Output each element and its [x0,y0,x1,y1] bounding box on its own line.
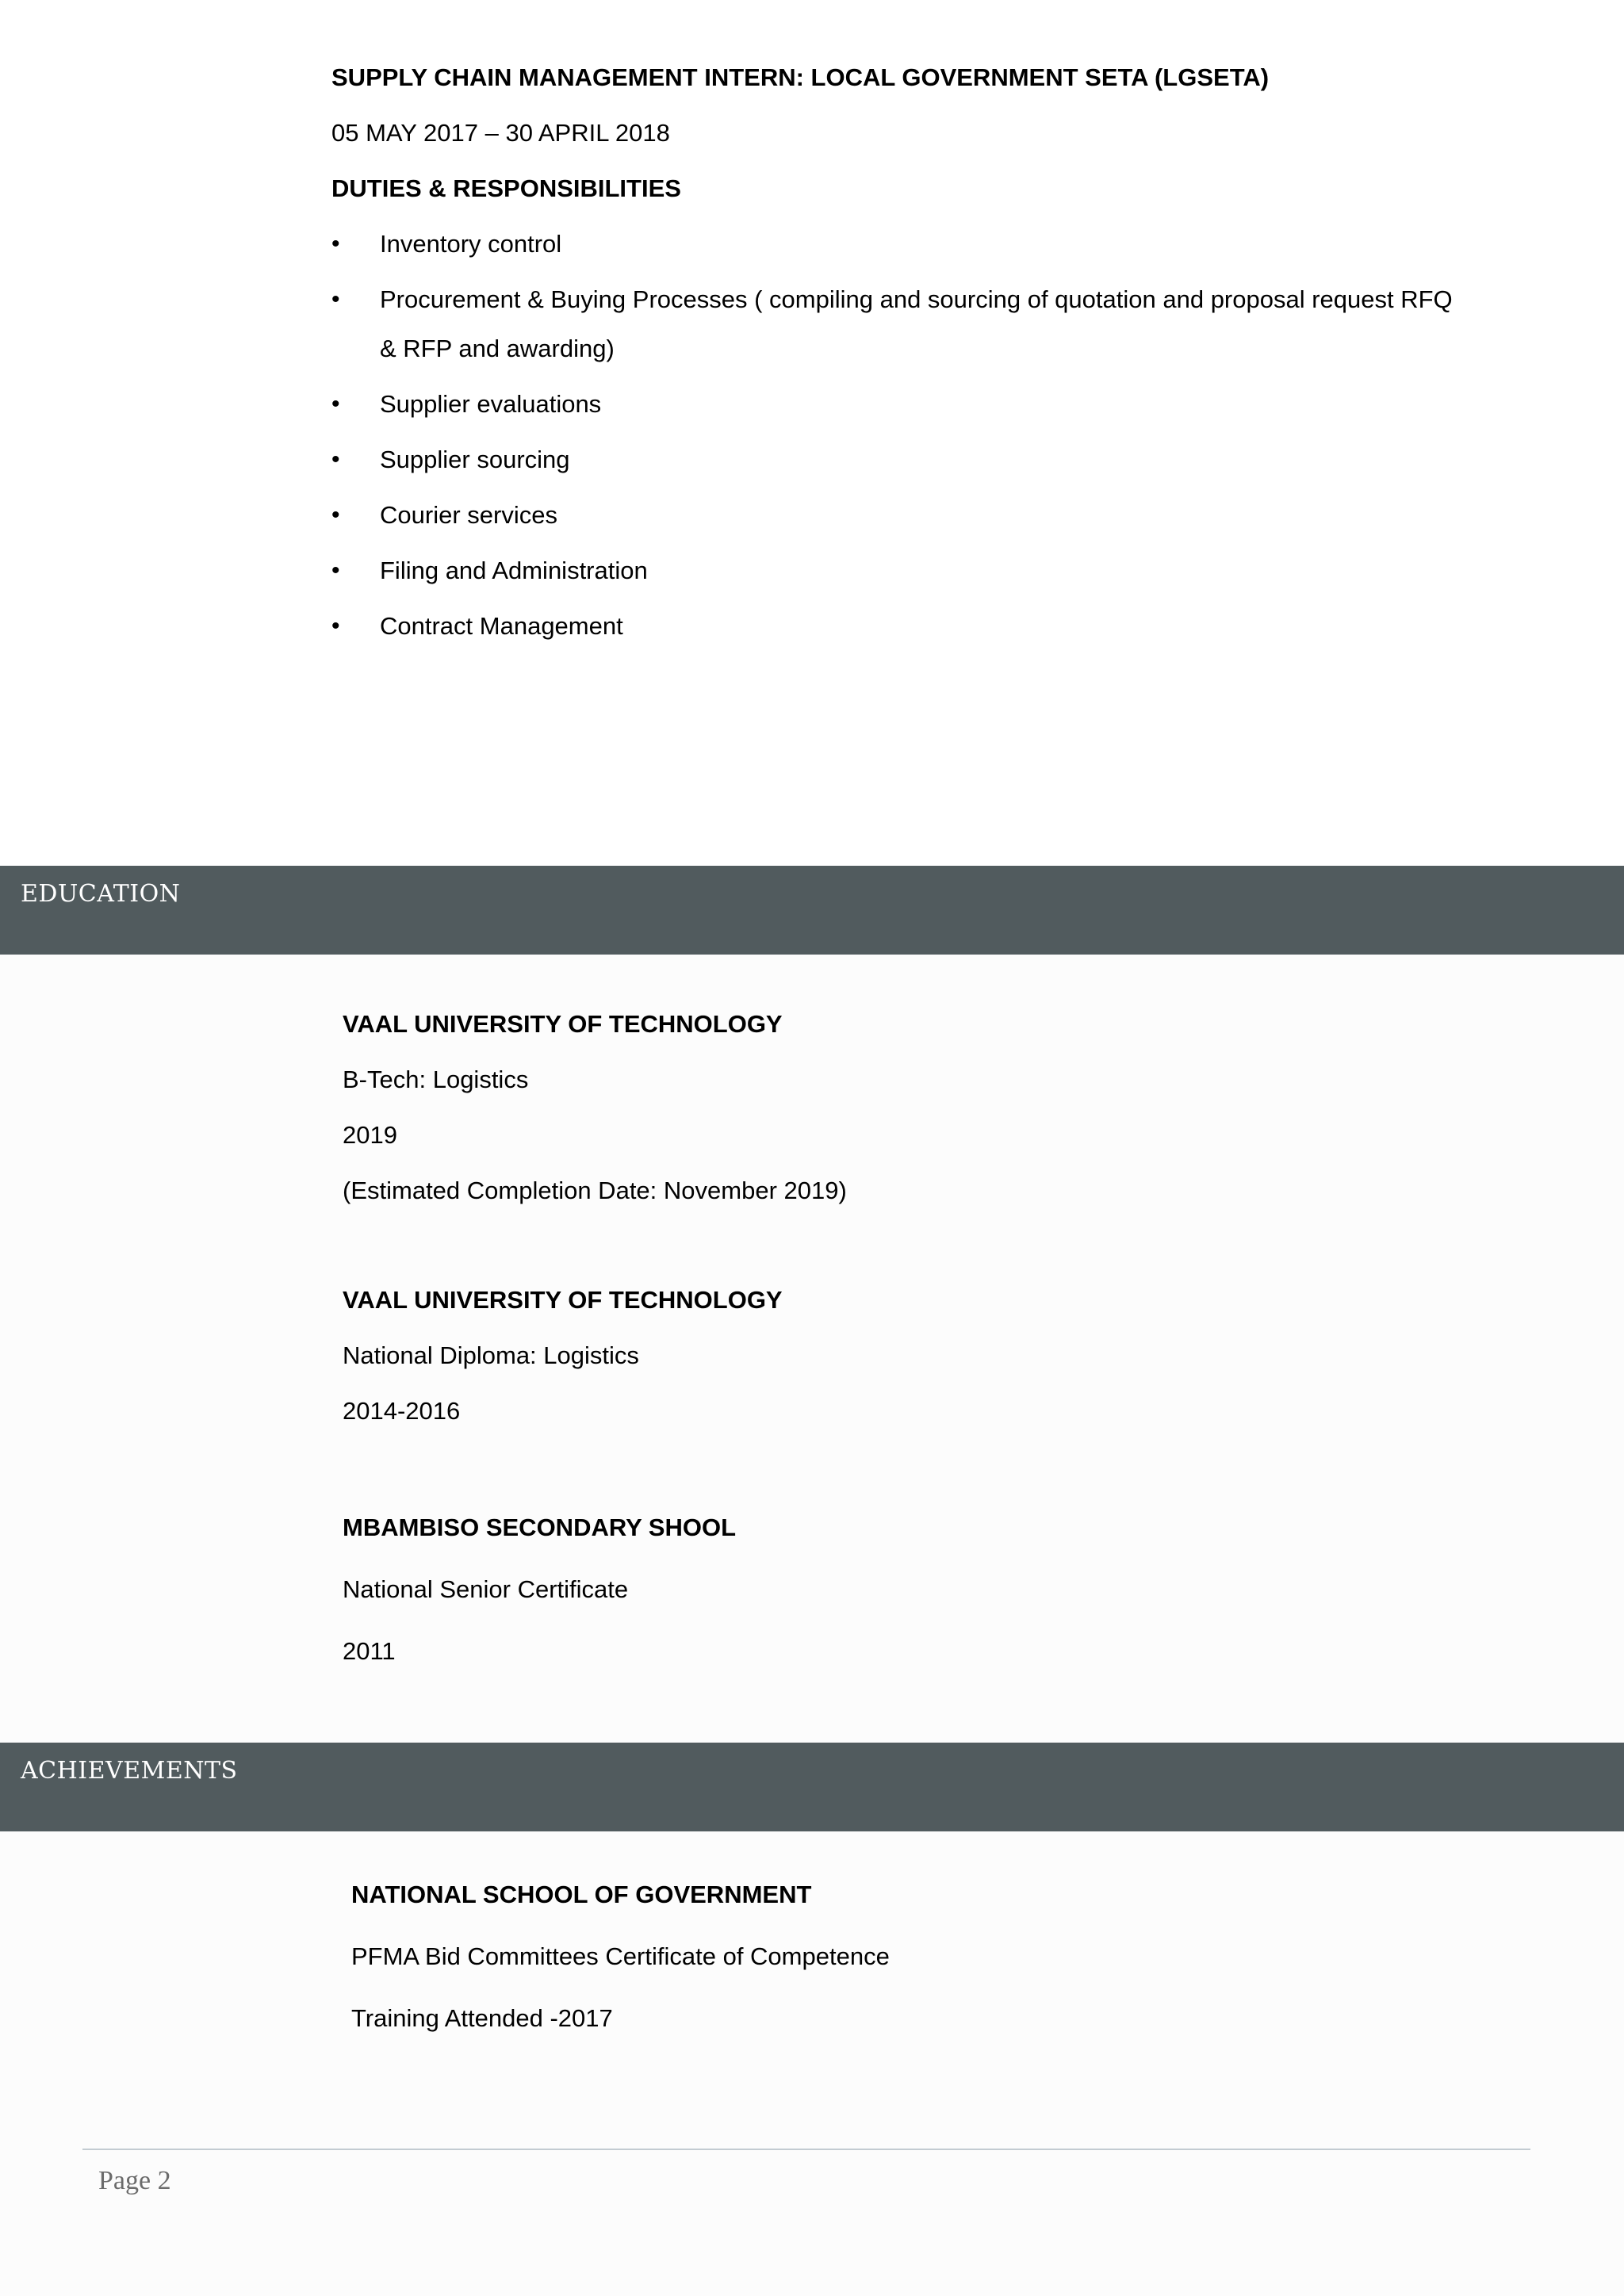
page-number: Page 2 [98,2166,171,2195]
duty-item: Filing and Administration [380,557,648,584]
footer-divider [82,2149,1530,2150]
achievement-training: Training Attended -2017 [351,2004,613,2032]
duty-item: Inventory control [380,230,562,258]
duty-item: Courier services [380,501,557,529]
education-year: 2011 [343,1637,396,1665]
education-year: 2019 [343,1121,397,1149]
education-qualification: B-Tech: Logistics [343,1066,529,1093]
duty-item: Contract Management [380,612,623,640]
education-heading: EDUCATION [21,880,181,908]
education-institution: VAAL UNIVERSITY OF TECHNOLOGY [343,1286,783,1314]
bullet-icon: • [331,231,340,257]
achievements-heading: ACHIEVEMENTS [21,1757,238,1785]
bullet-icon: • [331,391,340,417]
education-qualification: National Senior Certificate [343,1575,629,1603]
education-year: 2014-2016 [343,1397,461,1425]
education-institution: VAAL UNIVERSITY OF TECHNOLOGY [343,1010,783,1038]
job-title: SUPPLY CHAIN MANAGEMENT INTERN: LOCAL GOVERNMENT SETA (LGSETA) [331,63,1270,91]
duties-heading: DUTIES & RESPONSIBILITIES [331,174,681,202]
bullet-icon: • [331,557,340,584]
duty-item-continued: & RFP and awarding) [380,335,615,362]
achievements-section-header [0,1743,1624,1831]
bullet-icon: • [331,502,340,528]
education-qualification: National Diploma: Logistics [343,1341,639,1369]
education-section-header [0,866,1624,955]
achievement-institution: NATIONAL SCHOOL OF GOVERNMENT [351,1881,812,1908]
duty-item: Procurement & Buying Processes ( compiling and sourcing of quotation and proposal request RFQ [380,285,1453,313]
duty-item: Supplier evaluations [380,390,602,418]
bullet-icon: • [331,286,340,312]
bullet-icon: • [331,613,340,639]
achievement-certificate: PFMA Bid Committees Certificate of Competence [351,1942,890,1970]
duty-item: Supplier sourcing [380,446,570,473]
job-period: 05 MAY 2017 – 30 APRIL 2018 [331,119,670,147]
education-institution: MBAMBISO SECONDARY SHOOL [343,1513,737,1541]
bullet-icon: • [331,446,340,473]
experience-area [0,0,1624,866]
education-note: (Estimated Completion Date: November 2019) [343,1177,847,1204]
